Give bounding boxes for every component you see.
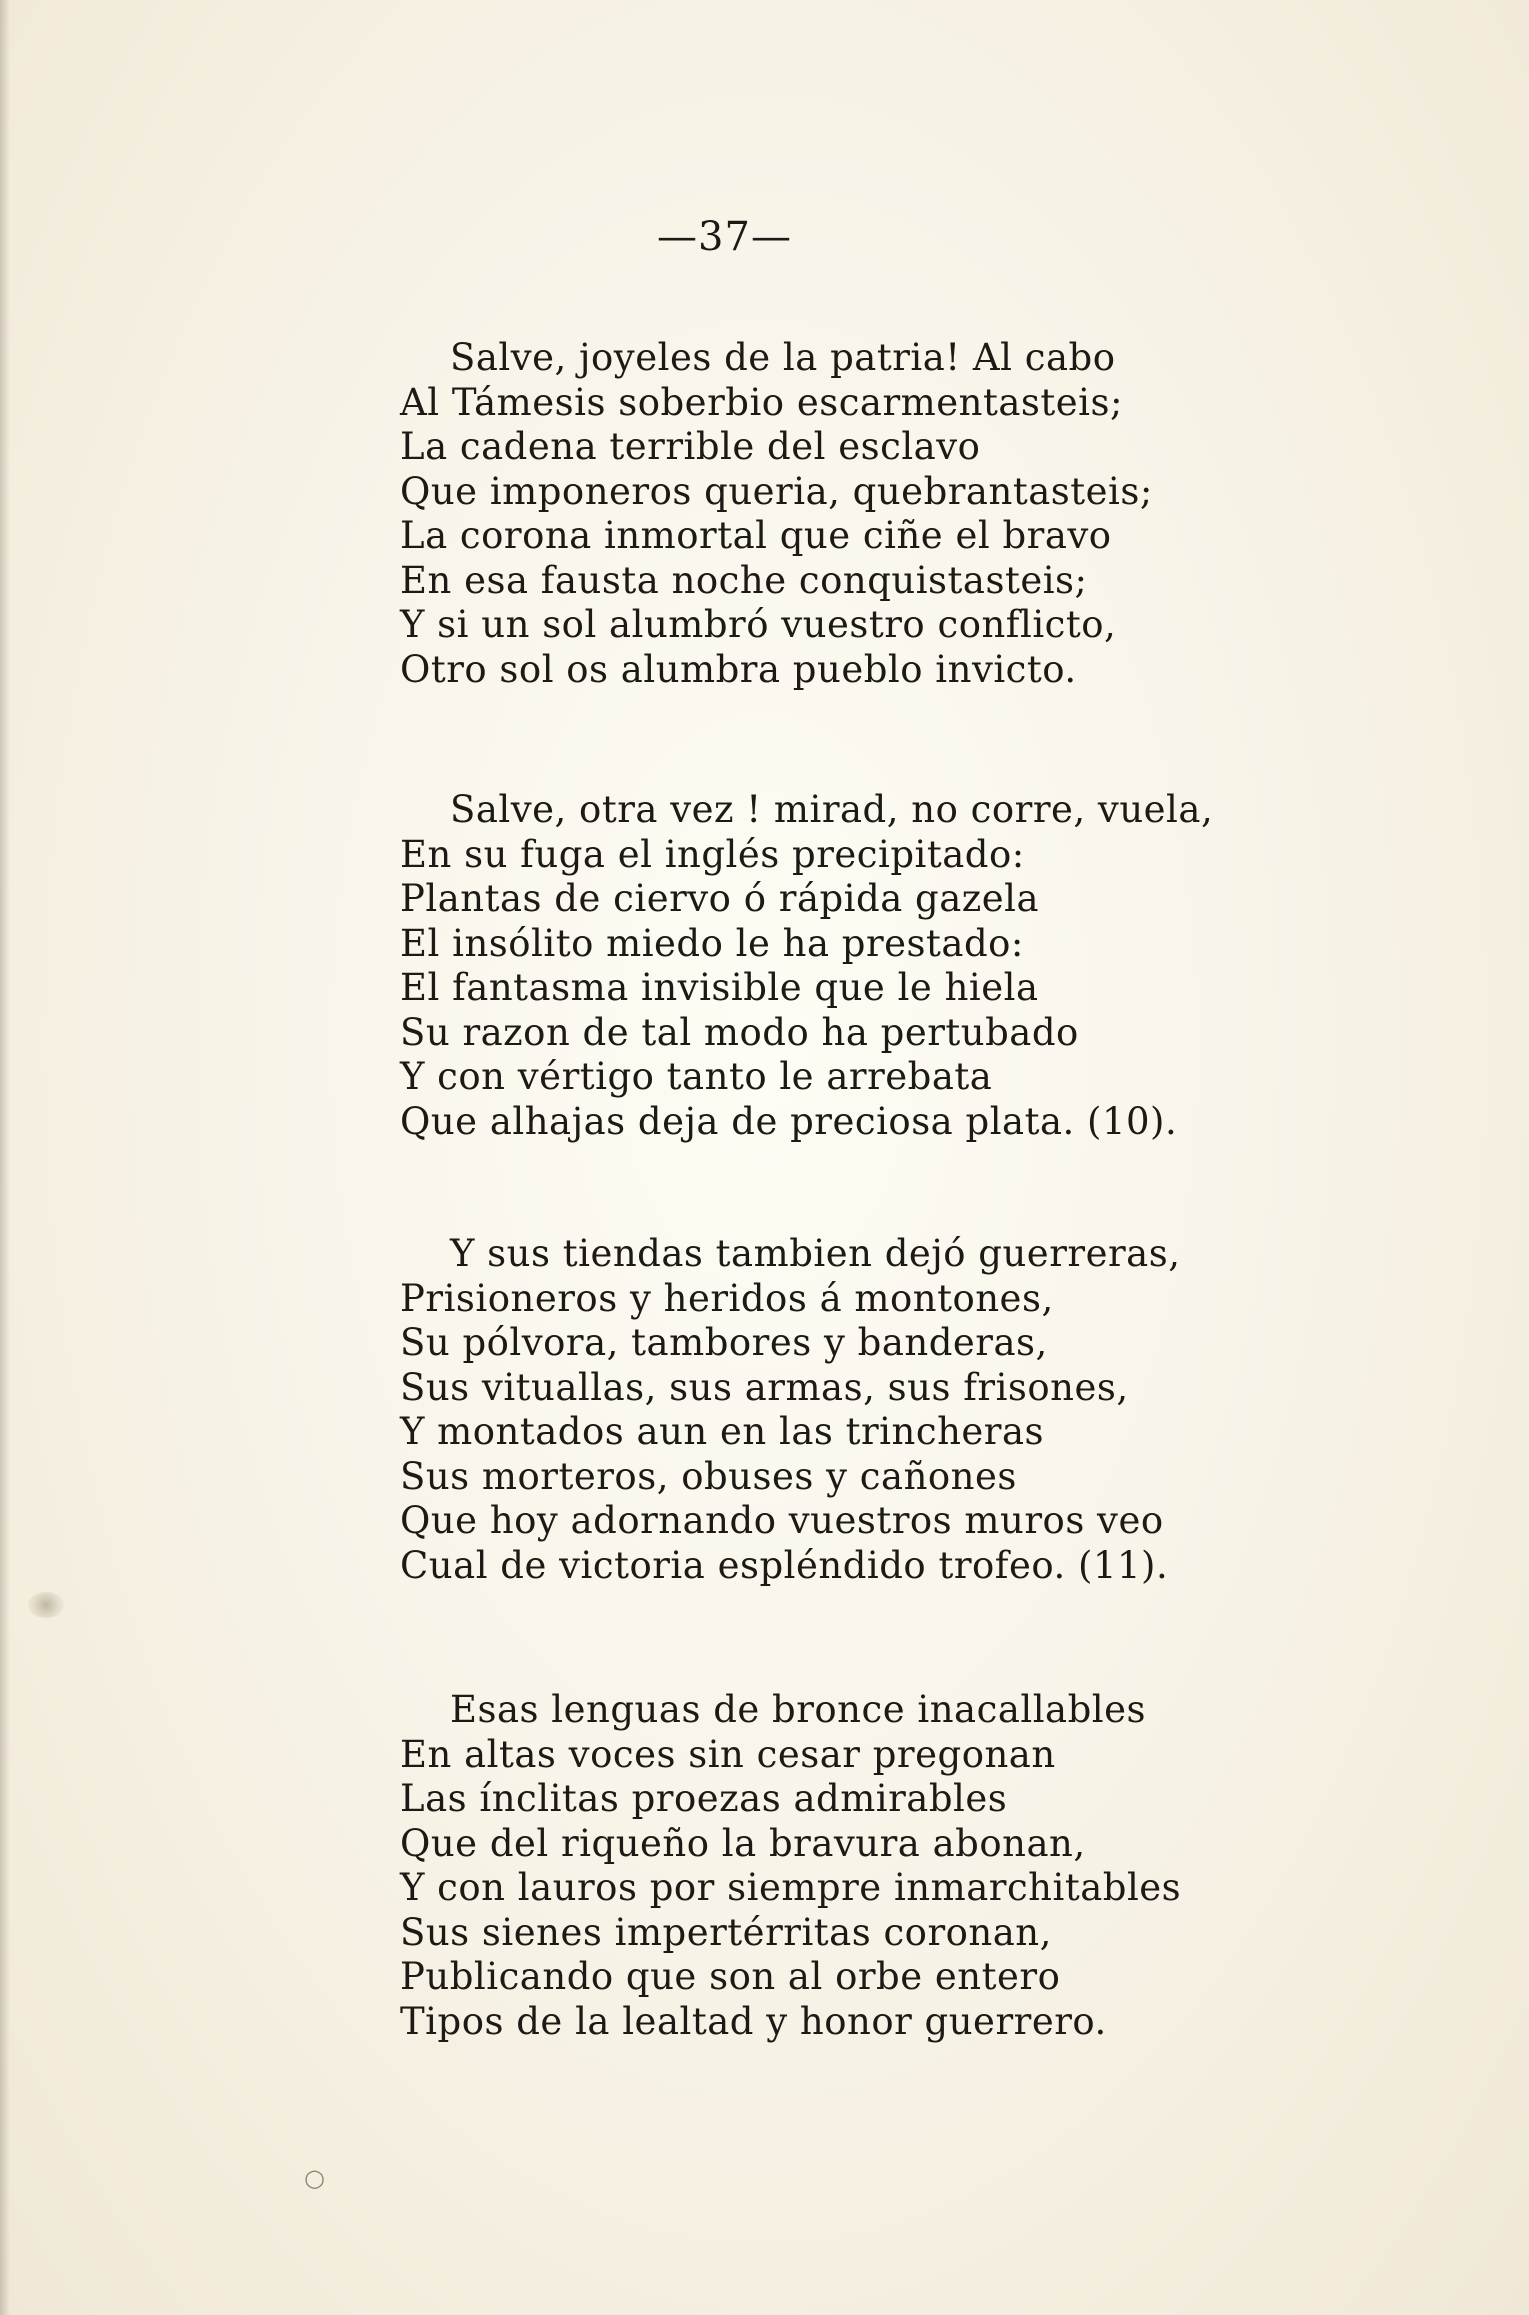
verse-line: Sus sienes impertérritas coronan, bbox=[400, 1910, 1052, 1954]
paper-stain bbox=[28, 1592, 64, 1618]
verse-line: Publicando que son al orbe entero bbox=[400, 1955, 1061, 1998]
verse-line: Y si un sol alumbró vuestro conflicto, bbox=[400, 603, 1117, 646]
verse-line: En esa fausta noche conquistasteis; bbox=[400, 558, 1088, 602]
verse-line: Sus vituallas, sus armas, sus frisones, bbox=[400, 1365, 1129, 1409]
page-edge-shadow bbox=[0, 0, 10, 2315]
verse-line: En su fuga el inglés precipitado: bbox=[400, 832, 1025, 876]
verse-line: Su razon de tal modo ha pertubado bbox=[400, 1010, 1079, 1054]
verse-line: Que alhajas deja de preciosa plata. (10). bbox=[400, 1099, 1178, 1143]
stanza-4 bbox=[400, 1688, 1500, 2044]
verse-line: El insólito miedo le ha prestado: bbox=[400, 921, 1024, 965]
stanza-3 bbox=[400, 1232, 1500, 1588]
stanza-1 bbox=[400, 336, 1500, 692]
verse-line: Que imponeros queria, quebrantasteis; bbox=[400, 469, 1153, 513]
verse-line: Salve, joyeles de la patria! Al cabo bbox=[450, 336, 1116, 379]
verse-line: La cadena terrible del esclavo bbox=[400, 425, 981, 468]
print-mark: ○ bbox=[304, 2164, 325, 2192]
verse-line: Que hoy adornando vuestros muros veo bbox=[400, 1499, 1164, 1542]
verse-line: Y montados aun en las trincheras bbox=[400, 1410, 1045, 1453]
verse-line: Prisioneros y heridos á montones, bbox=[400, 1276, 1054, 1320]
verse-line: Salve, otra vez ! mirad, no corre, vuela, bbox=[450, 788, 1214, 831]
verse-line: El fantasma invisible que le hiela bbox=[400, 966, 1039, 1009]
verse-line: Tipos de la lealtad y honor guerrero. bbox=[400, 1999, 1107, 2043]
verse-line: Plantas de ciervo ó rápida gazela bbox=[400, 877, 1040, 920]
verse-line: Y con lauros por siempre inmarchitables bbox=[400, 1866, 1182, 1909]
verse-line: Que del riqueño la bravura abonan, bbox=[400, 1821, 1086, 1865]
verse-line: Su pólvora, tambores y banderas, bbox=[400, 1321, 1048, 1364]
verse-line: Y sus tiendas tambien dejó guerreras, bbox=[450, 1232, 1181, 1275]
verse-line: Al Támesis soberbio escarmentasteis; bbox=[400, 380, 1123, 424]
verse-line: En altas voces sin cesar pregonan bbox=[400, 1732, 1056, 1776]
verse-line: Las ínclitas proezas admirables bbox=[400, 1777, 1008, 1820]
stanza-2 bbox=[400, 788, 1500, 1144]
page-number: —37— bbox=[657, 214, 792, 260]
verse-line: Sus morteros, obuses y cañones bbox=[400, 1454, 1017, 1498]
verse-line: Y con vértigo tanto le arrebata bbox=[400, 1055, 993, 1098]
verse-line: Cual de victoria espléndido trofeo. (11). bbox=[400, 1543, 1169, 1587]
verse-line: Esas lenguas de bronce inacallables bbox=[450, 1688, 1147, 1731]
verse-line: Otro sol os alumbra pueblo invicto. bbox=[400, 647, 1077, 691]
verse-line: La corona inmortal que ciñe el bravo bbox=[400, 514, 1112, 557]
